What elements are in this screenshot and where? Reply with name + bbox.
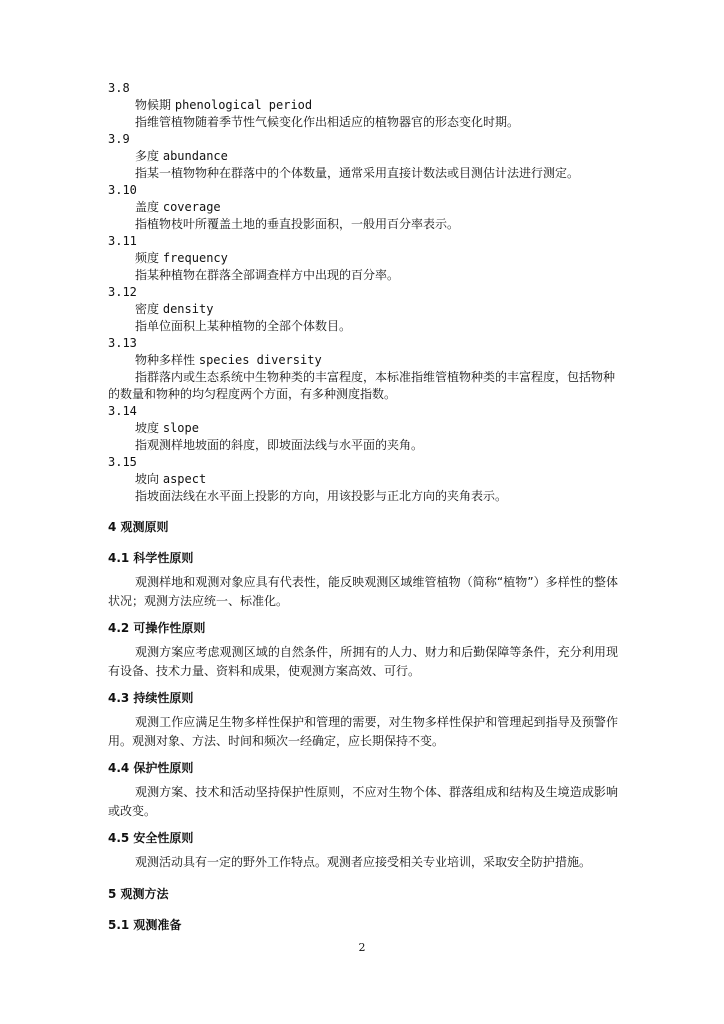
- term-number: 3.15: [108, 455, 137, 469]
- term-english: aspect: [162, 472, 207, 486]
- term-english: coverage: [162, 200, 221, 214]
- paragraph: 观测方案、技术和活动坚持保护性原则，不应对生物个体、群落组成和结构及生境造成影响或改变。: [108, 785, 618, 818]
- term-name: 物种多样性: [135, 353, 196, 367]
- term-name: 密度: [135, 302, 160, 316]
- subsection-heading: 4.2 可操作性原则: [108, 621, 206, 635]
- paragraph: 观测方案应考虑观测区域的自然条件，所拥有的人力、财力和后勤保障等条件，充分利用现有设备、技术力量、资料和成果，使观测方案高效、可行。: [108, 645, 618, 678]
- term-definition: 指观测样地坡面的斜度，即坡面法线与水平面的夹角。: [135, 438, 424, 452]
- term-definition: 指坡面法线在水平面上投影的方向，用该投影与正北方向的夹角表示。: [135, 489, 508, 503]
- term-title: [135, 199, 618, 216]
- term-name: 多度: [135, 149, 160, 163]
- term-title: [135, 301, 618, 318]
- term-number: 3.12: [108, 285, 137, 299]
- term-number: 3.11: [108, 234, 137, 248]
- term-entry: [108, 454, 618, 505]
- term-name: 盖度: [135, 200, 160, 214]
- term-entry: [108, 284, 618, 335]
- term-english: abundance: [162, 149, 228, 163]
- term-definition: 指单位面积上某种植物的全部个体数目。: [135, 319, 352, 333]
- term-definition: 指群落内或生态系统中生物种类的丰富程度，本标准指维管植物种类的丰富程度，包括物种的数量和物种的均匀程度两个方面，有多种测度指数。: [108, 370, 616, 401]
- term-definition: 指维管植物随着季节性气候变化作出相适应的植物器官的形态变化时期。: [135, 115, 520, 129]
- term-number: 3.9: [108, 132, 130, 146]
- term-definition: 指某种植物在群落全部调查样方中出现的百分率。: [135, 268, 400, 282]
- term-english: frequency: [162, 251, 228, 265]
- term-name: 坡度: [135, 421, 160, 435]
- section-heading: 4 观测原则: [108, 520, 169, 534]
- term-entry: [108, 335, 618, 403]
- term-entry: [108, 182, 618, 233]
- paragraph: 观测样地和观测对象应具有代表性，能反映观测区域维管植物（简称“植物”）多样性的整体状况；观测方法应统一、标准化。: [108, 575, 618, 608]
- term-title: [135, 148, 618, 165]
- term-title: [135, 420, 618, 437]
- term-english: species diversity: [198, 353, 322, 367]
- paragraph: 观测工作应满足生物多样性保护和管理的需要，对生物多样性保护和管理起到指导及预警作用。观测对象、方法、时间和频次一经确定，应长期保持不变。: [108, 715, 618, 748]
- subsection-heading: 4.5 安全性原则: [108, 831, 194, 845]
- term-number: 3.14: [108, 404, 137, 418]
- term-name: 坡向: [135, 472, 160, 486]
- term-number: 3.13: [108, 336, 137, 350]
- term-title: [135, 97, 618, 114]
- subsection-heading: 4.3 持续性原则: [108, 691, 194, 705]
- term-number: 3.10: [108, 183, 137, 197]
- subsection-heading: 4.4 保护性原则: [108, 761, 194, 775]
- term-number: 3.8: [108, 81, 130, 95]
- term-title: [135, 352, 618, 369]
- term-entry: [108, 233, 618, 284]
- term-english: phenological period: [174, 98, 313, 112]
- term-title: [135, 471, 618, 488]
- term-definition: 指某一植物物种在群落中的个体数量，通常采用直接计数法或目测估计法进行测定。: [135, 166, 580, 180]
- term-english: density: [162, 302, 214, 316]
- term-definition: 指植物枝叶所覆盖土地的垂直投影面积，一般用百分率表示。: [135, 217, 460, 231]
- term-entry: [108, 80, 618, 131]
- section-heading: 5 观测方法: [108, 887, 169, 901]
- term-title: [135, 250, 618, 267]
- term-name: 物候期: [135, 98, 172, 112]
- term-name: 频度: [135, 251, 160, 265]
- subsection-heading: 5.1 观测准备: [108, 918, 182, 932]
- term-entry: [108, 403, 618, 454]
- paragraph: 观测活动具有一定的野外工作特点。观测者应接受相关专业培训，采取安全防护措施。: [135, 855, 592, 869]
- page-number: 2: [358, 941, 366, 954]
- page-content: [108, 80, 618, 934]
- subsection-heading: 4.1 科学性原则: [108, 551, 194, 565]
- term-entry: [108, 131, 618, 182]
- term-english: slope: [162, 421, 199, 435]
